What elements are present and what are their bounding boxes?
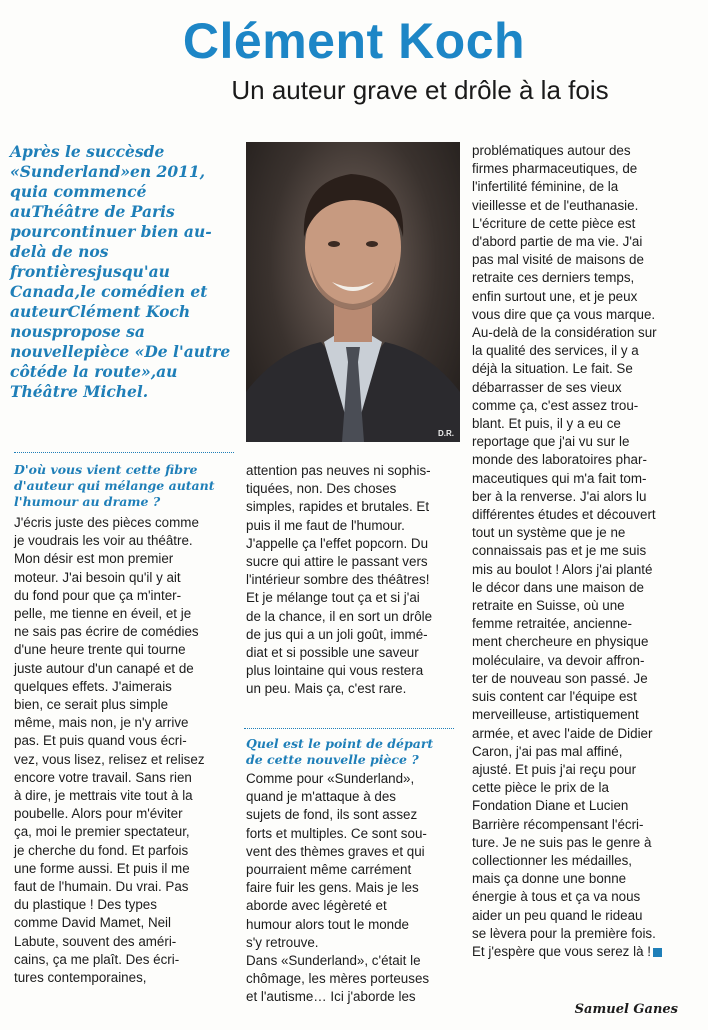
text-line: humour alors tout le monde	[246, 916, 410, 932]
text-line: je voudrais les voir au théâtre.	[14, 533, 193, 549]
column-2-top	[246, 462, 458, 699]
text-line: pourraient même carrément	[246, 862, 412, 878]
text-line: la qualité des services, il y a	[472, 343, 639, 359]
text-line: attention pas neuves ni sophis-	[246, 463, 431, 478]
text-line: suis content car l'équipe est	[472, 689, 637, 705]
text-line: débarrasser de ses vieux	[472, 379, 622, 395]
intro-line: a commencé au	[10, 182, 147, 221]
question-line: de cette nouvelle pièce ?	[246, 752, 419, 767]
text-line: l'infertilité féminine, de la	[472, 179, 619, 195]
text-line: Labute, souvent des améri-	[14, 933, 177, 949]
author-signature: Samuel Ganes	[574, 1002, 678, 1017]
text-line: vez, vous lisez, relisez et relisez	[14, 751, 205, 767]
text-line: déjà la situation. Le fait. Se	[472, 361, 633, 377]
text-line: ture. Je ne suis pas le genre à	[472, 834, 652, 850]
text-line: poubelle. Alors pour m'éviter	[14, 806, 183, 822]
text-line: du fond pour que ça m'inter-	[14, 587, 182, 603]
text-line: je cherche du fond. Et parfois	[14, 842, 189, 858]
text-line: pelle, me tienne en éveil, et je	[14, 606, 192, 622]
intro-line: continuer bien au-	[50, 222, 212, 241]
text-line: ment chercheure en physique	[472, 634, 649, 650]
intro-line: propose sa nouvelle	[10, 322, 145, 361]
text-line: J'appelle ça l'effet popcorn. Du	[246, 535, 429, 551]
text-line: comme David Mamet, Neil	[14, 915, 172, 931]
text-line: juste autour d'un canapé et de	[14, 660, 194, 676]
question-line: l'humour au drame ?	[14, 494, 161, 509]
text-line: un peu. Mais ça, c'est rare.	[246, 681, 407, 697]
question-line: d'auteur qui mélange autant	[14, 478, 215, 493]
text-line: d'abord partie de ma vie. J'ai	[472, 234, 643, 250]
question-1	[14, 462, 239, 510]
text-line: pas. Et puis quand vous écri-	[14, 733, 187, 749]
text-line: bien, ce serait plus simple	[14, 697, 169, 713]
portrait-illustration	[246, 142, 460, 442]
text-line: se lèvera pour la première fois.	[472, 925, 656, 941]
intro-line: pièce «De l'autre côté	[10, 342, 231, 381]
author-photo	[246, 142, 460, 442]
text-line: Fondation Diane et Lucien	[472, 798, 629, 814]
question-line: D'où vous vient cette fibre	[14, 462, 198, 477]
text-line: aider un peu quand le rideau	[472, 907, 643, 923]
intro-line: le comédien et auteur	[10, 282, 208, 321]
text-line: une forme aussi. Et puis il me	[14, 860, 190, 876]
text-line: Mon désir est mon premier	[14, 551, 174, 567]
article-title: Clément Koch	[182, 13, 526, 69]
text-line: mais ça donne une bonne	[472, 871, 627, 887]
text-line: ajusté. Et puis j'ai reçu pour	[472, 761, 637, 777]
divider	[14, 452, 234, 453]
end-of-article-mark	[653, 948, 662, 957]
text-line: maceutiques qui m'a fait tom-	[472, 470, 647, 486]
text-line: connaissais pas et je me suis	[472, 543, 647, 559]
intro-lead	[10, 142, 240, 402]
text-line: armée, et avec l'aide de Didier	[472, 725, 653, 741]
intro-line: jusqu'au Canada,	[10, 262, 170, 301]
text-line: mis au boulot ! Alors j'ai planté	[472, 561, 653, 577]
text-line: cette pièce le prix de la	[472, 780, 609, 796]
column-3	[472, 142, 694, 961]
text-line: le décor dans une maison de	[472, 579, 644, 595]
text-line: différentes études et découvert	[472, 507, 656, 523]
text-line: de la chance, il en sort un drôle	[246, 608, 433, 624]
text-line: firmes pharmaceutiques, de	[472, 161, 638, 177]
text-line: faire fuir les gens. Mais je les	[246, 880, 419, 896]
text-line: aborde avec légèreté et	[246, 898, 387, 914]
text-line: merveilleuse, artistiquement	[472, 707, 639, 723]
text-line: tiquées, non. Des choses	[246, 481, 397, 497]
text-line: cains, ça me plaît. Des écri-	[14, 951, 180, 967]
text-line: Comme pour «Sunderland»,	[246, 771, 415, 786]
text-line: ter de nouveau son passé. Je	[472, 670, 648, 686]
intro-line: delà de nos frontières	[10, 242, 109, 281]
question-line: Quel est le point de départ	[246, 736, 434, 751]
text-line: du plastique ! Des types	[14, 897, 157, 913]
text-line: et l'autisme… Ici j'aborde les	[246, 989, 416, 1005]
text-line: Barrière récompensant l'écri-	[472, 816, 644, 832]
column-2-bottom	[246, 770, 458, 1007]
text-line: J'écris juste des pièces comme	[14, 515, 199, 530]
text-line: ne sais pas écrire de comédies	[14, 624, 199, 640]
text-line: chômage, les mères porteuses	[246, 971, 430, 987]
text-line: enfin surtout une, et je peux	[472, 288, 638, 304]
text-line: sujets de fond, ils sont assez	[246, 807, 418, 823]
text-line: problématiques autour des	[472, 143, 631, 158]
text-line: retraite ces derniers temps,	[472, 270, 635, 286]
text-line: quelques effets. J'aimerais	[14, 678, 172, 694]
text-line: tout un système que je ne	[472, 525, 626, 541]
text-line: faut de l'humain. Du vrai. Pas	[14, 879, 189, 895]
text-line: puis il me faut de l'humour.	[246, 517, 405, 533]
text-line: retraite en Suisse, où une	[472, 598, 625, 614]
text-line: ça, moi le premier spectateur,	[14, 824, 190, 840]
text-line: ber à la renverse. J'ai alors lu	[472, 488, 647, 504]
intro-line: au Théâtre Michel.	[10, 362, 178, 401]
intro-line: de la route»,	[46, 362, 157, 381]
intro-line: Après le succès	[10, 142, 144, 161]
text-line: vieillesse et de l'euthanasie.	[472, 197, 639, 213]
text-line: à dire, je mettrais vite tout à la	[14, 788, 193, 804]
text-line: s'y retrouve.	[246, 934, 319, 950]
intro-line: de «Sunderland»	[10, 142, 165, 181]
text-line: plus lointaine qui vous restera	[246, 663, 424, 679]
intro-line: Clément Koch nous	[10, 302, 191, 341]
divider-2	[244, 728, 454, 729]
text-line: forts et multiples. Ce sont sou-	[246, 825, 427, 841]
intro-line: Théâtre de Paris pour	[10, 202, 175, 241]
photo-credit: D.R.	[438, 429, 454, 438]
text-line: simples, rapides et brutales. Et	[246, 499, 430, 515]
text-line: quand je m'attaque à des	[246, 789, 396, 805]
article-subtitle: Un auteur grave et drôle à la fois	[231, 75, 609, 105]
text-line: reportage que j'ai vu sur le	[472, 434, 630, 450]
text-line: monde des laboratoires phar-	[472, 452, 647, 468]
answer-1-column	[14, 514, 244, 987]
text-line: collectionner les médailles,	[472, 852, 633, 868]
text-line: Et j'espère que vous serez là !	[472, 943, 694, 961]
text-line: sucre qui attire le passant vers	[246, 554, 428, 570]
text-line: blant. Et puis, il y a eu ce	[472, 416, 621, 432]
text-line: l'intérieur sombre des théâtres!	[246, 572, 430, 588]
text-line: même, mais non, je n'y arrive	[14, 715, 189, 731]
text-line: tures contemporaines,	[14, 970, 147, 986]
text-line: Caron, j'ai pas mal affiné,	[472, 743, 623, 759]
text-line: femme retraitée, ancienne-	[472, 616, 633, 632]
text-line: de jus qui a un joli goût, immé-	[246, 626, 428, 642]
text-line: encore votre travail. Sans rien	[14, 769, 192, 785]
text-line: moteur. J'ai besoin qu'il y ait	[14, 569, 181, 585]
text-line: moléculaire, va devoir affron-	[472, 652, 645, 668]
text-line: vent des thèmes graves et qui	[246, 843, 425, 859]
text-line: L'écriture de cette pièce est	[472, 215, 636, 231]
text-line: énergie à tous et ça va nous	[472, 889, 641, 905]
text-line: pas mal visité de maisons de	[472, 252, 644, 268]
text-line: Au-delà de la considération sur	[472, 325, 657, 341]
text-line: diat et si possible une saveur	[246, 645, 419, 661]
text-line: Dans «Sunderland», c'était le	[246, 953, 421, 969]
text-line: Et je mélange tout ça et si j'ai	[246, 590, 420, 606]
intro-line: en 2011, qui	[10, 162, 206, 201]
text-line: comme ça, c'est assez trou-	[472, 397, 639, 413]
question-2	[246, 736, 458, 768]
text-line: d'une heure trente qui tourne	[14, 642, 186, 658]
text-line: vous dire que ça vous marque.	[472, 306, 656, 322]
